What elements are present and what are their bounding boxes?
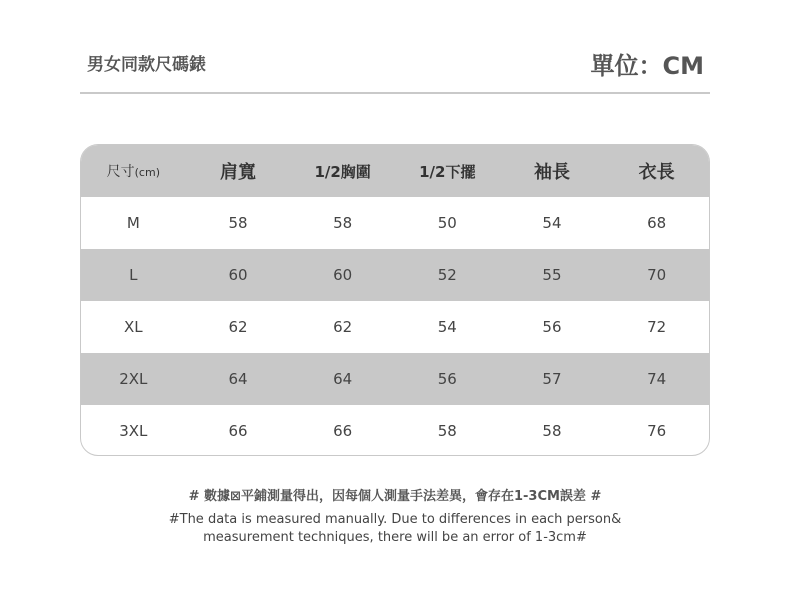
column-header-hem: 1/2下擺 — [419, 162, 476, 181]
cell-value: 72 — [647, 318, 667, 336]
cell-value: 58 — [228, 214, 248, 232]
cell-value: 52 — [437, 266, 457, 284]
cell-value: 58 — [542, 422, 562, 440]
cell-value: 54 — [542, 214, 562, 232]
table-row — [81, 301, 709, 353]
note-chinese: # 數據⊠平鋪測量得出，因每個人測量手法差異，會存在1-3CM誤差 # — [188, 489, 602, 504]
cell-value: 66 — [228, 422, 248, 440]
cell-value: 68 — [647, 214, 667, 232]
table-row — [81, 249, 709, 301]
column-header-sleeve: 袖長 — [533, 162, 570, 183]
column-header-length: 衣長 — [638, 162, 675, 183]
cell-size: XL — [124, 318, 143, 336]
column-header-chest: 1/2胸圍 — [314, 162, 371, 181]
cell-value: 60 — [333, 266, 353, 284]
cell-value: 55 — [542, 266, 562, 284]
cell-size: M — [126, 214, 140, 232]
cell-value: 50 — [437, 214, 457, 232]
cell-size: 3XL — [119, 422, 148, 440]
table-row — [81, 197, 709, 249]
column-header-size-label: 尺寸 — [106, 164, 135, 180]
note-english-line1: #The data is measured manually. Due to differences in each person& — [168, 512, 622, 527]
size-table — [80, 144, 710, 456]
cell-value: 57 — [542, 370, 562, 388]
column-header-size — [81, 145, 186, 197]
cell-size: L — [129, 266, 138, 284]
unit-label: 單位：CM — [590, 52, 704, 80]
divider — [80, 92, 710, 94]
cell-value: 56 — [542, 318, 562, 336]
note-english — [0, 511, 790, 547]
cell-value: 58 — [437, 422, 457, 440]
cell-value: 56 — [437, 370, 457, 388]
cell-value: 54 — [437, 318, 457, 336]
cell-value: 66 — [333, 422, 353, 440]
cell-value: 58 — [333, 214, 353, 232]
cell-value: 60 — [228, 266, 248, 284]
page-title: 男女同款尺碼錶 — [87, 55, 206, 75]
cell-value: 62 — [228, 318, 248, 336]
table-row — [81, 353, 709, 405]
cell-value: 74 — [647, 370, 667, 388]
cell-size: 2XL — [119, 370, 148, 388]
note-english-line2: measurement techniques, there will be an error of 1-3cm# — [203, 530, 587, 545]
cell-value: 76 — [647, 422, 667, 440]
cell-value: 70 — [647, 266, 667, 284]
column-header-shoulder: 肩寬 — [219, 162, 256, 183]
table-row — [81, 405, 709, 456]
cell-value: 64 — [333, 370, 353, 388]
table-header-row — [81, 145, 709, 197]
cell-value: 62 — [333, 318, 353, 336]
cell-value: 64 — [228, 370, 248, 388]
column-header-size-unit: (cm) — [134, 166, 160, 179]
